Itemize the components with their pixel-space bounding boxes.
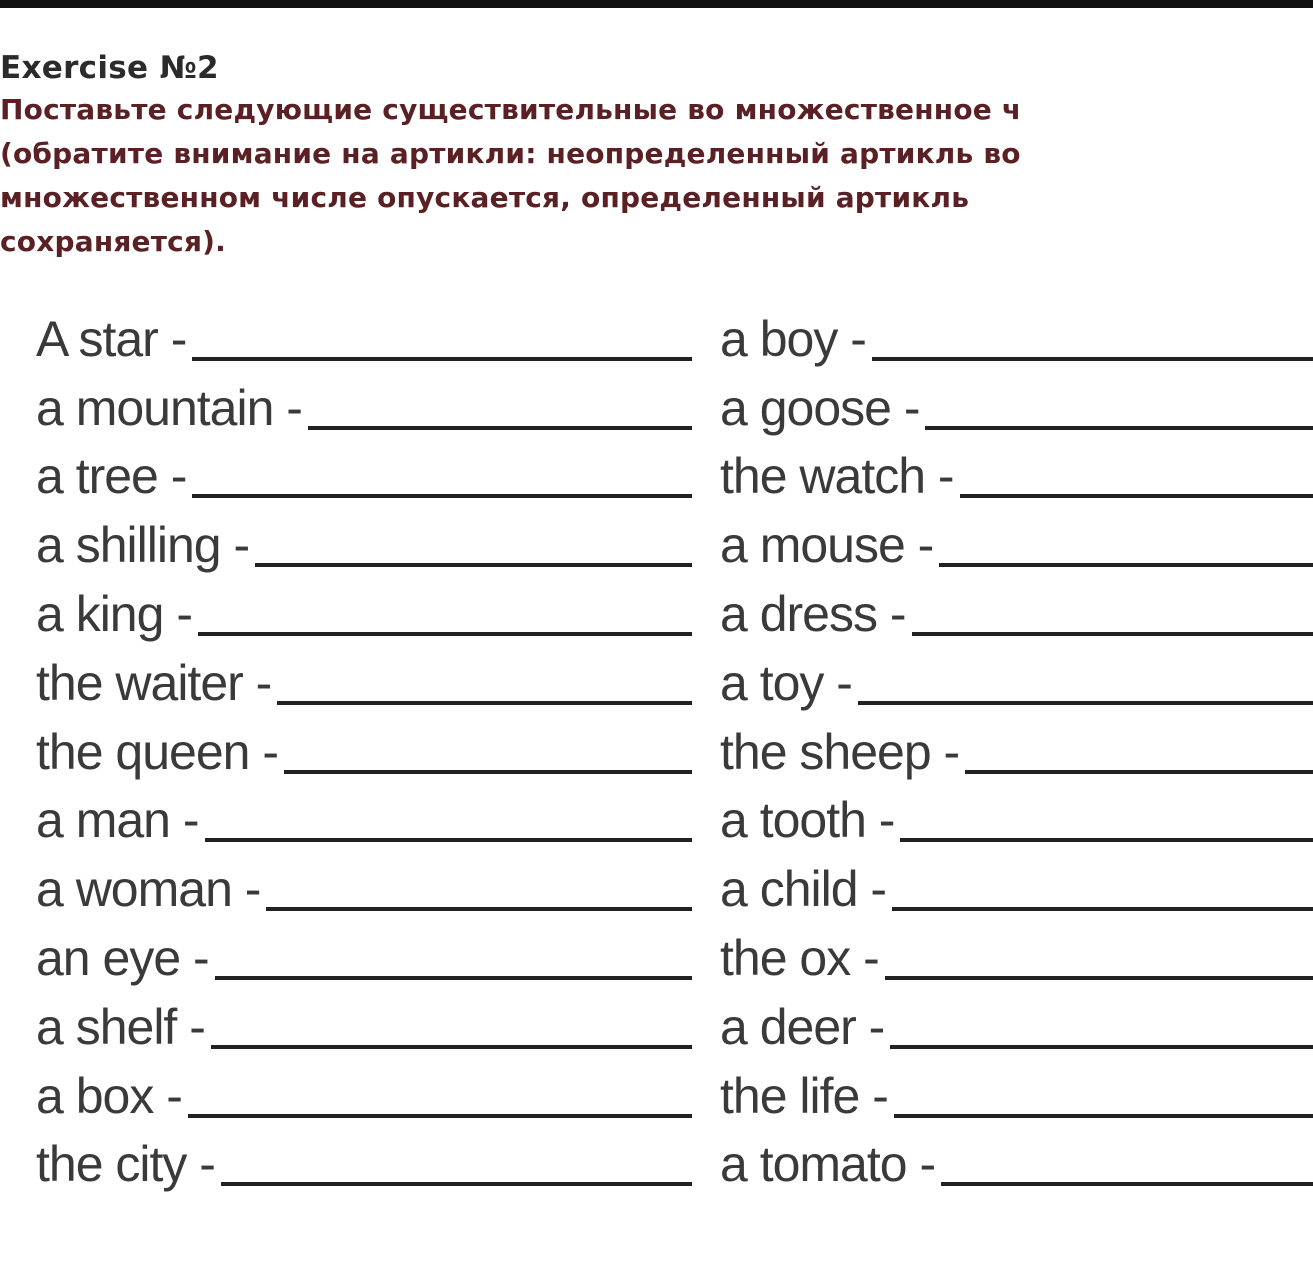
noun-label: an eye - xyxy=(36,929,209,986)
noun-label: a box - xyxy=(36,1067,182,1124)
noun-label: a mountain - xyxy=(36,379,302,436)
noun-label: the life - xyxy=(720,1067,888,1124)
answer-blank[interactable] xyxy=(941,1182,1313,1186)
answer-blank[interactable] xyxy=(277,701,692,705)
answer-blank[interactable] xyxy=(939,563,1313,567)
exercise-heading xyxy=(0,48,1313,264)
noun-label: a goose - xyxy=(720,379,920,436)
noun-label: a shilling - xyxy=(36,517,250,574)
exercise-item xyxy=(36,713,696,782)
noun-label: a tooth - xyxy=(720,792,895,849)
exercise-item xyxy=(720,300,1313,369)
exercise-item xyxy=(36,1057,696,1126)
exercise-item xyxy=(720,782,1313,851)
exercise-item xyxy=(720,713,1313,782)
noun-label: the watch - xyxy=(720,448,954,505)
exercise-item xyxy=(36,369,696,438)
exercise-item xyxy=(36,988,696,1057)
right-column xyxy=(720,300,1313,1194)
answer-blank[interactable] xyxy=(221,1182,692,1186)
answer-blank[interactable] xyxy=(284,770,692,774)
answer-blank[interactable] xyxy=(188,1114,692,1118)
answer-blank[interactable] xyxy=(965,770,1313,774)
noun-label: the ox - xyxy=(720,929,879,986)
exercise-item xyxy=(36,850,696,919)
noun-label: a man - xyxy=(36,792,199,849)
left-column xyxy=(36,300,696,1194)
noun-label: a tree - xyxy=(36,448,187,505)
instruction-line-3: множественном числе опускается, определенный артикль xyxy=(0,181,970,214)
exercise-item xyxy=(36,919,696,988)
top-border xyxy=(0,0,1313,8)
exercise-item xyxy=(720,438,1313,507)
noun-label: a mouse - xyxy=(720,517,934,574)
answer-blank[interactable] xyxy=(211,1045,692,1049)
exercise-item xyxy=(720,1057,1313,1126)
answer-blank[interactable] xyxy=(215,976,692,980)
exercise-item xyxy=(36,300,696,369)
noun-label: a child - xyxy=(720,861,887,918)
instruction-line-4: сохраняется). xyxy=(0,225,226,258)
exercise-item xyxy=(720,575,1313,644)
noun-label: the sheep - xyxy=(720,723,960,780)
answer-blank[interactable] xyxy=(885,976,1313,980)
answer-blank[interactable] xyxy=(255,563,692,567)
answer-blank[interactable] xyxy=(266,907,692,911)
noun-label: a tomato - xyxy=(720,1136,936,1193)
exercise-item xyxy=(36,1126,696,1195)
answer-blank[interactable] xyxy=(912,632,1313,636)
exercise-item xyxy=(720,506,1313,575)
answer-blank[interactable] xyxy=(872,357,1313,361)
answer-blank[interactable] xyxy=(890,1045,1313,1049)
exercise-item xyxy=(720,988,1313,1057)
exercise-item xyxy=(720,1126,1313,1195)
noun-label: a king - xyxy=(36,585,192,642)
exercise-item xyxy=(36,782,696,851)
noun-label: a boy - xyxy=(720,310,866,367)
noun-label: the waiter - xyxy=(36,654,272,711)
noun-label: a shelf - xyxy=(36,998,205,1055)
answer-blank[interactable] xyxy=(192,357,692,361)
exercise-item xyxy=(720,369,1313,438)
exercise-item xyxy=(720,644,1313,713)
exercise-item xyxy=(36,438,696,507)
noun-label: A star - xyxy=(36,310,187,367)
answer-blank[interactable] xyxy=(858,701,1313,705)
noun-label: the queen - xyxy=(36,723,278,780)
answer-blank[interactable] xyxy=(900,838,1313,842)
answer-blank[interactable] xyxy=(894,1114,1313,1118)
noun-label: a toy - xyxy=(720,654,852,711)
answer-blank[interactable] xyxy=(205,838,692,842)
answer-blank[interactable] xyxy=(192,494,692,498)
noun-label: a woman - xyxy=(36,861,261,918)
answer-blank[interactable] xyxy=(198,632,692,636)
exercise-item xyxy=(36,506,696,575)
instruction-line-2: (обратите внимание на артикли: неопределенный артикль во xyxy=(0,137,1021,170)
exercise-item xyxy=(36,644,696,713)
exercise-item xyxy=(36,575,696,644)
exercise-item xyxy=(720,850,1313,919)
noun-label: a dress - xyxy=(720,585,906,642)
noun-label: a deer - xyxy=(720,998,885,1055)
answer-blank[interactable] xyxy=(925,426,1313,430)
exercise-item xyxy=(720,919,1313,988)
answer-blank[interactable] xyxy=(960,494,1313,498)
noun-label: the city - xyxy=(36,1136,215,1193)
exercise-title: Exercise №2 xyxy=(0,50,219,86)
answer-blank[interactable] xyxy=(892,907,1313,911)
instruction-line-1: Поставьте следующие существительные во множественное ч xyxy=(0,93,1022,126)
answer-blank[interactable] xyxy=(308,426,692,430)
